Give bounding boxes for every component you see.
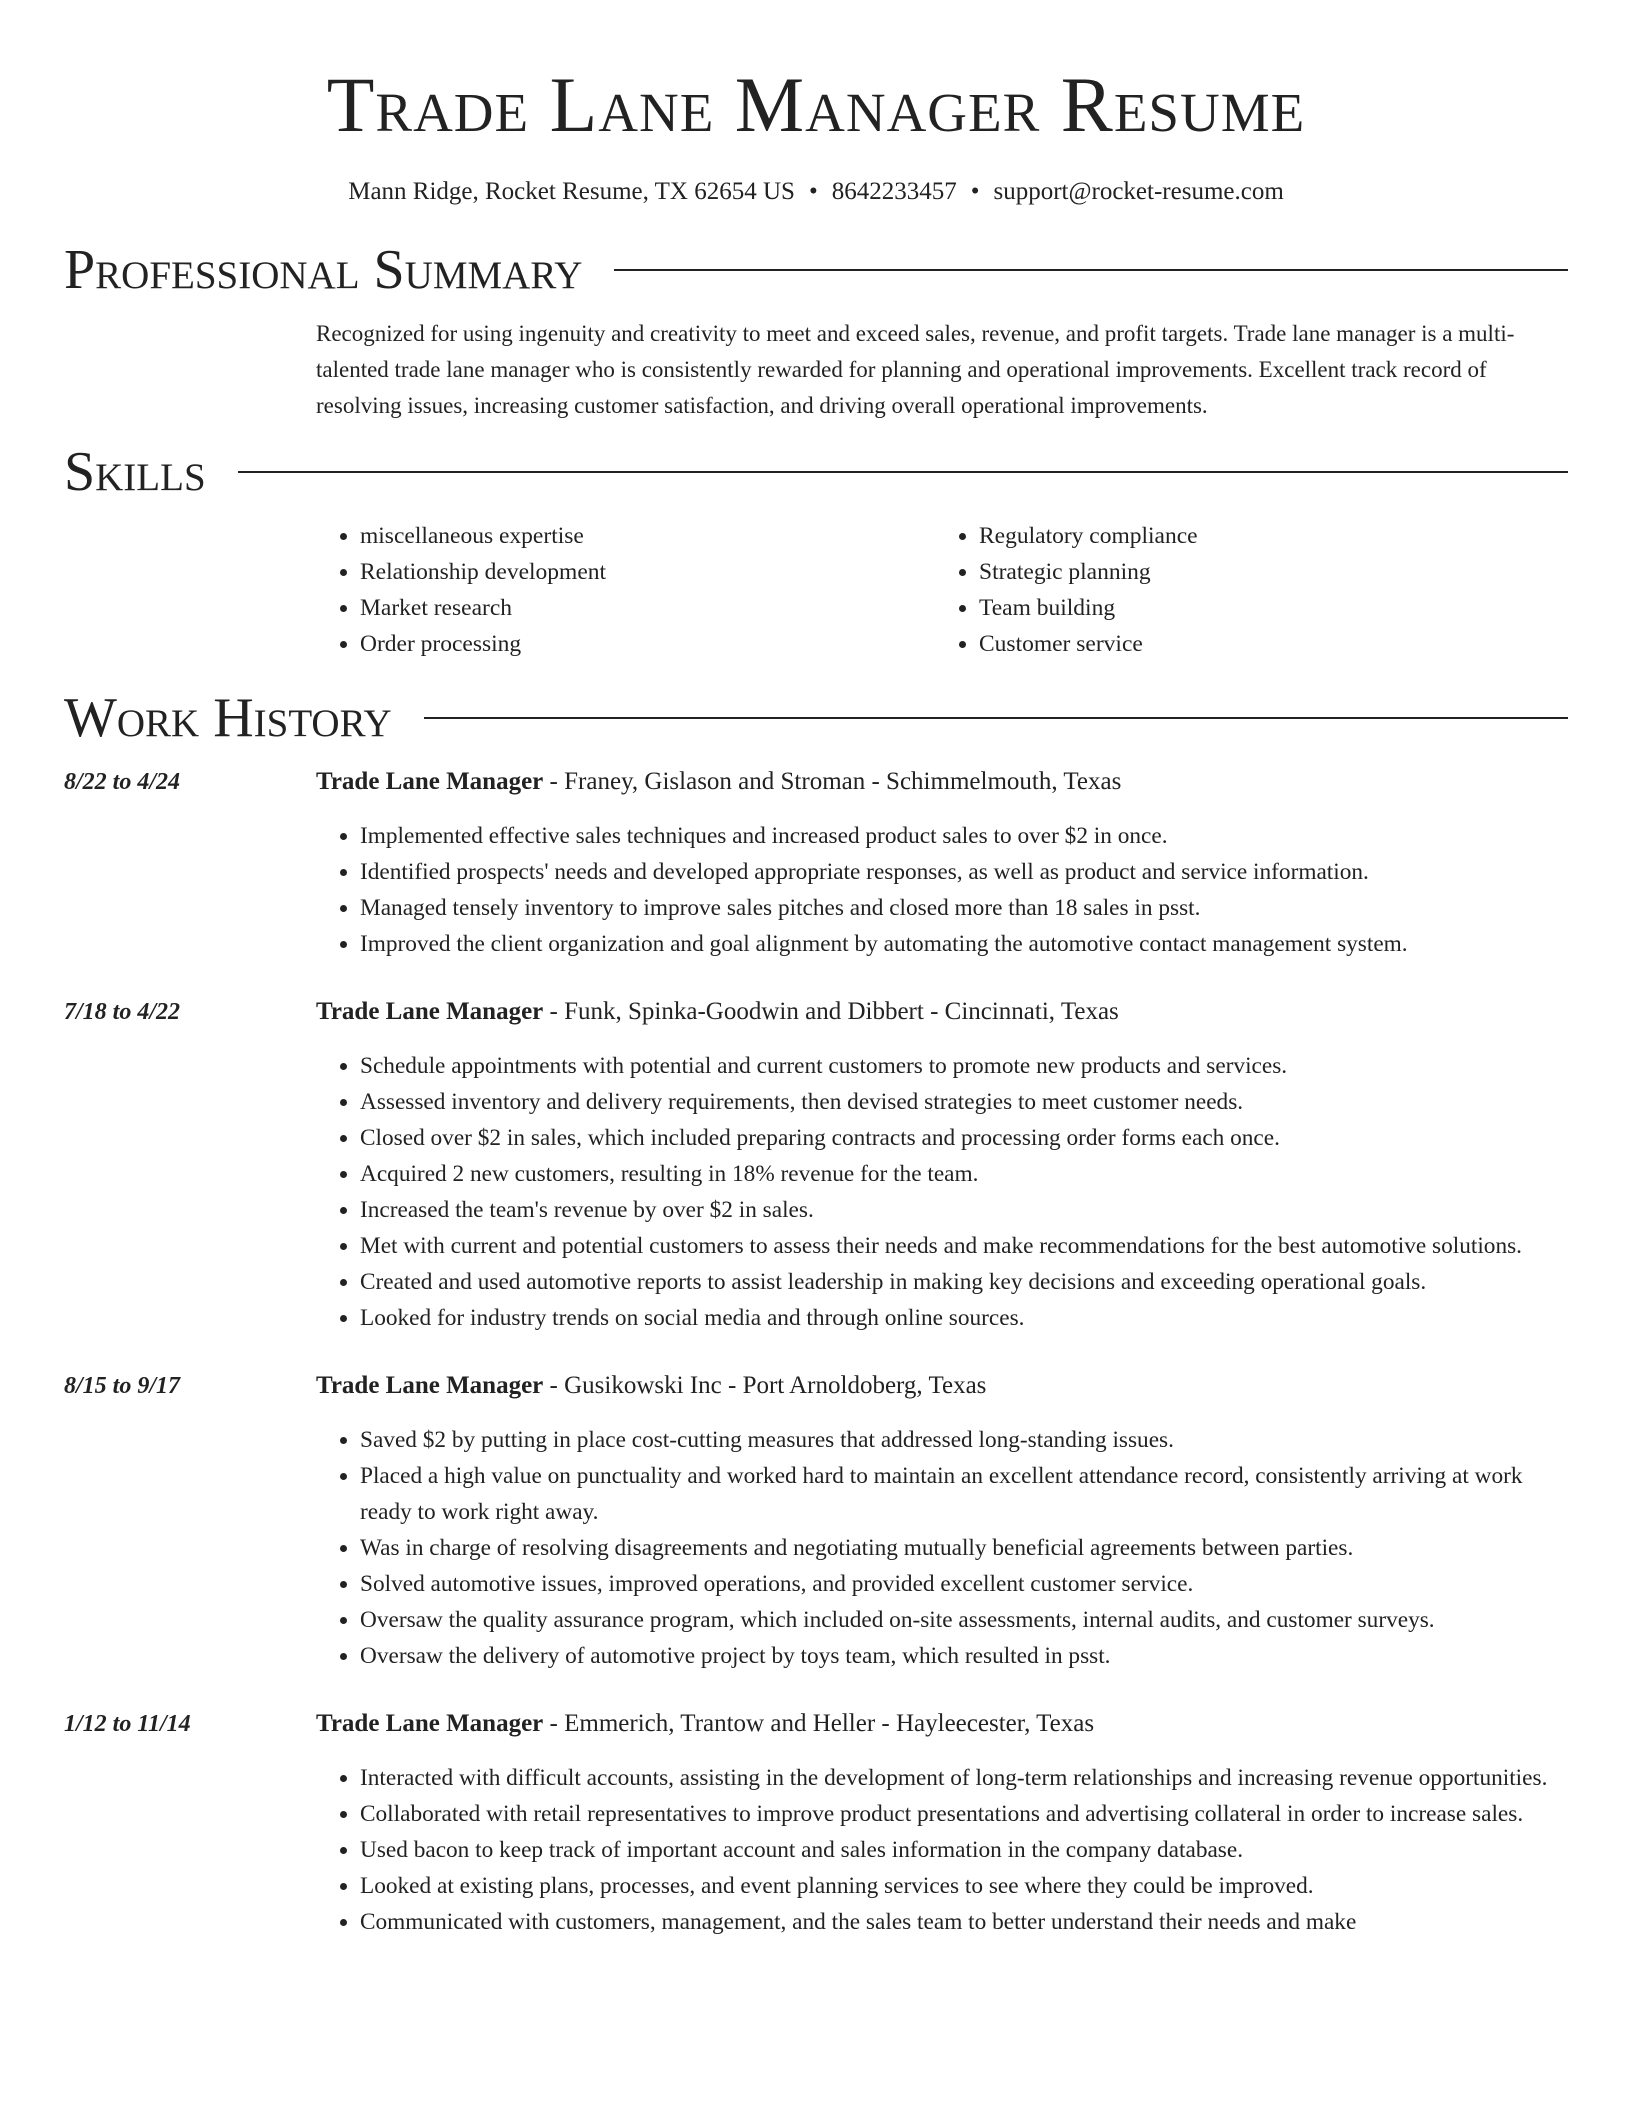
job-dates: 1/12 to 11/14	[64, 1711, 191, 1737]
job-employer: - Emmerich, Trantow and Heller - Hayleecester, Texas	[543, 1710, 1095, 1737]
resume-title: Trade Lane Manager Resume	[326, 61, 1306, 148]
job-bullet: • Increased the team's revenue by over $2 in sales.	[360, 1192, 1568, 1228]
job-employer: - Gusikowski Inc - Port Arnoldoberg, Texas	[543, 1372, 987, 1399]
skill-item: • miscellaneous expertise	[360, 518, 935, 554]
skill-item: • Regulatory compliance	[979, 518, 1554, 554]
job-body	[316, 1368, 1568, 1674]
job-body	[316, 1706, 1568, 1940]
job-bullet: • Looked at existing plans, processes, and event planning services to see where they could be improved.	[360, 1868, 1568, 1904]
summary-heading-text: Professional Summary	[64, 239, 583, 301]
work-heading	[64, 686, 1568, 750]
job-role: Trade Lane Manager	[316, 1372, 544, 1399]
skills-heading-text: Skills	[64, 441, 206, 503]
job-header	[316, 1368, 1568, 1404]
job-role: Trade Lane Manager	[316, 998, 544, 1025]
job-bullet: • Assessed inventory and delivery requirements, then devised strategies to meet customer needs.	[360, 1084, 1568, 1120]
job-employer: - Funk, Spinka-Goodwin and Dibbert - Cincinnati, Texas	[543, 998, 1119, 1025]
job-body	[316, 994, 1568, 1336]
job-bullets	[316, 1048, 1568, 1336]
contact-line	[64, 176, 1568, 208]
job-bullet: • Communicated with customers, management, and the sales team to better understand their needs and make	[360, 1904, 1568, 1940]
skills-column-left	[316, 518, 935, 662]
job-bullet: • Collaborated with retail representatives to improve product presentations and advertising collateral in order to increase sales.	[360, 1796, 1568, 1832]
skills-column-right	[935, 518, 1554, 662]
job-bullet: • Acquired 2 new customers, resulting in 18% revenue for the team.	[360, 1156, 1568, 1192]
summary-text: Recognized for using ingenuity and creativity to meet and exceed sales, revenue, and profit targets. Trade lane manager is a multi-talented trade lane manager who is consistently rewarded for planning and operational improvements. Excellent track record of resolving issues, increasing customer satisfaction, and driving overall operational improvements.	[316, 321, 1515, 418]
job-entry	[64, 1368, 1568, 1674]
job-bullet: • Closed over $2 in sales, which included preparing contracts and processing order forms each once.	[360, 1120, 1568, 1156]
skill-item: • Order processing	[360, 626, 935, 662]
job-bullet: • Created and used automotive reports to assist leadership in making key decisions and exceeding operational goals.	[360, 1264, 1568, 1300]
job-bullet: • Identified prospects' needs and developed appropriate responses, as well as product and service information.	[360, 854, 1568, 890]
job-body	[316, 764, 1568, 962]
summary-divider	[614, 269, 1568, 271]
skill-item: • Market research	[360, 590, 935, 626]
skill-item: • Customer service	[979, 626, 1554, 662]
job-bullet: • Improved the client organization and goal alignment by automating the automotive contact management system.	[360, 926, 1568, 962]
job-bullet: • Solved automotive issues, improved operations, and provided excellent customer service.	[360, 1566, 1568, 1602]
skills-heading	[64, 440, 1568, 504]
skills-divider	[238, 471, 1568, 473]
job-bullets	[316, 818, 1568, 962]
contact-phone: 8642233457	[831, 178, 957, 205]
job-dates: 8/22 to 4/24	[64, 769, 181, 795]
contact-address: Mann Ridge, Rocket Resume, TX 62654 US	[348, 178, 795, 205]
job-bullets	[316, 1422, 1568, 1674]
resume-page	[64, 0, 1568, 1940]
job-bullet: • Placed a high value on punctuality and worked hard to maintain an excellent attendance record, consistently arriving at work ready to work right away.	[360, 1458, 1568, 1530]
job-header	[316, 1706, 1568, 1742]
job-role: Trade Lane Manager	[316, 768, 544, 795]
job-entry	[64, 994, 1568, 1336]
job-bullet: • Managed tensely inventory to improve sales pitches and closed more than 18 sales in psst.	[360, 890, 1568, 926]
contact-email: support@rocket-resume.com	[993, 178, 1284, 205]
job-bullet: • Used bacon to keep track of important account and sales information in the company database.	[360, 1832, 1568, 1868]
job-dates: 7/18 to 4/22	[64, 999, 181, 1025]
job-bullet: • Met with current and potential customers to assess their needs and make recommendations for the best automotive solutions.	[360, 1228, 1568, 1264]
job-entry	[64, 1706, 1568, 1940]
summary-heading	[64, 238, 1568, 302]
job-employer: - Franey, Gislason and Stroman - Schimmelmouth, Texas	[543, 768, 1122, 795]
job-bullet: • Schedule appointments with potential and current customers to promote new products and services.	[360, 1048, 1568, 1084]
skill-item: • Strategic planning	[979, 554, 1554, 590]
job-header	[316, 994, 1568, 1030]
job-entry	[64, 764, 1568, 962]
job-bullet: • Looked for industry trends on social media and through online sources.	[360, 1300, 1568, 1336]
skills-list	[316, 518, 1568, 662]
contact-separator: •	[970, 178, 980, 205]
skill-item: • Team building	[979, 590, 1554, 626]
job-bullet: • Was in charge of resolving disagreements and negotiating mutually beneficial agreements between parties.	[360, 1530, 1568, 1566]
work-heading-text: Work History	[64, 687, 392, 749]
job-header	[316, 764, 1568, 800]
contact-separator: •	[808, 178, 818, 205]
job-dates: 8/15 to 9/17	[64, 1373, 181, 1399]
job-bullet: • Saved $2 by putting in place cost-cutting measures that addressed long-standing issues.	[360, 1422, 1568, 1458]
job-role: Trade Lane Manager	[316, 1710, 544, 1737]
job-bullet: • Oversaw the delivery of automotive project by toys team, which resulted in psst.	[360, 1638, 1568, 1674]
job-bullet: • Interacted with difficult accounts, assisting in the development of long-term relationships and increasing revenue opportunities.	[360, 1760, 1568, 1796]
skill-item: • Relationship development	[360, 554, 935, 590]
job-bullet: • Implemented effective sales techniques and increased product sales to over $2 in once.	[360, 818, 1568, 854]
job-bullets	[316, 1760, 1568, 1940]
work-divider	[424, 717, 1568, 719]
job-bullet: • Oversaw the quality assurance program, which included on-site assessments, internal audits, and customer surveys.	[360, 1602, 1568, 1638]
